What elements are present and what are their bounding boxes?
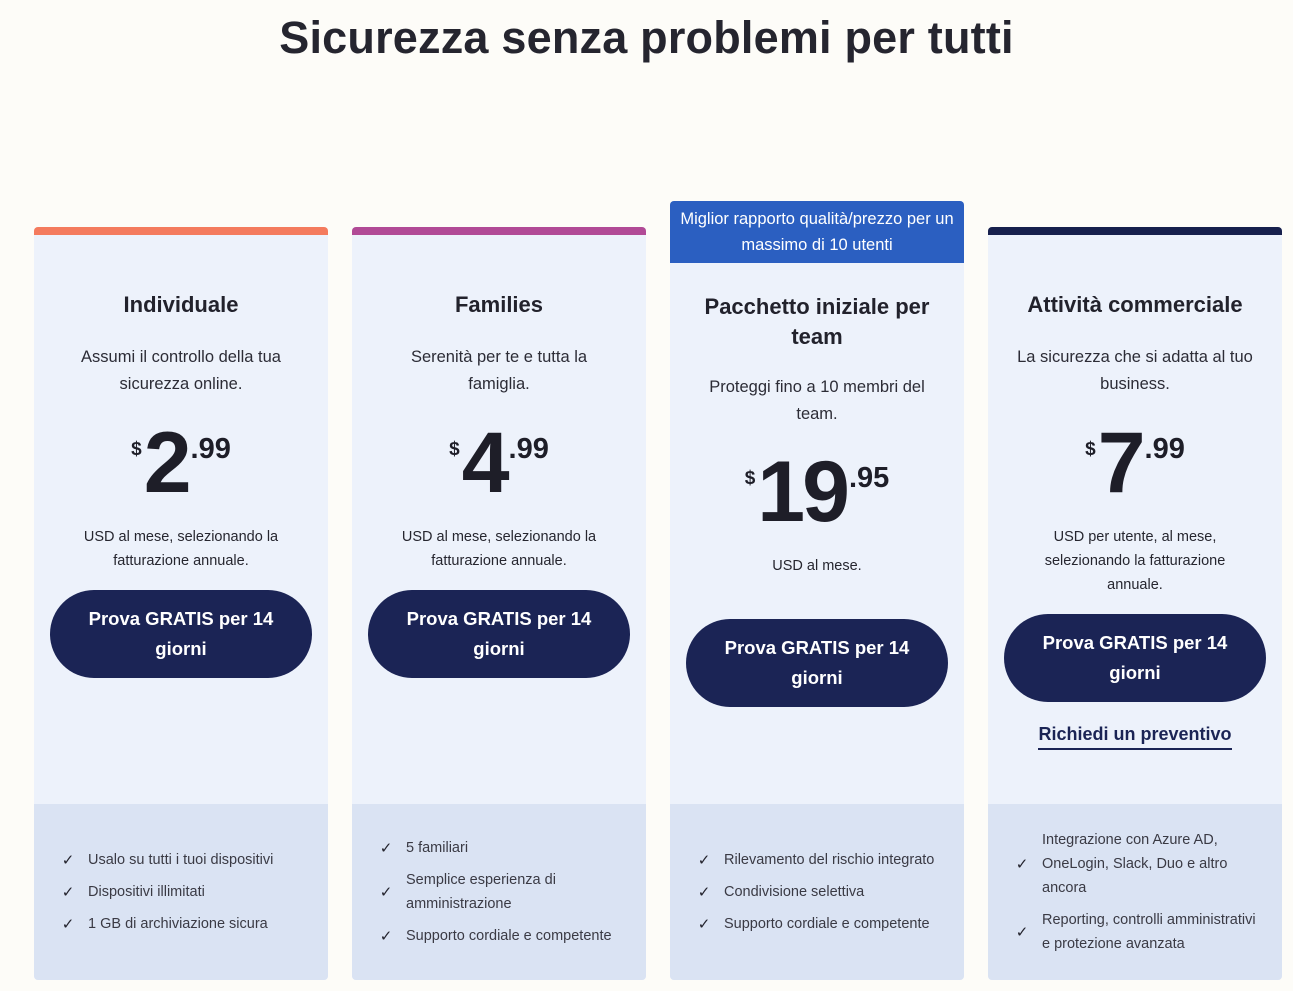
price-cents: .99 xyxy=(1144,433,1185,465)
best-value-banner: Miglior rapporto qualità/prezzo per un massimo di 10 utenti xyxy=(670,201,964,263)
card-accent-bar xyxy=(352,227,646,235)
plan-card-business xyxy=(988,227,1282,980)
feature-text: Semplice esperienza di amministrazione xyxy=(406,872,556,912)
feature-text: Supporto cordiale e competente xyxy=(724,916,930,932)
price-cents: .99 xyxy=(508,433,549,465)
card-accent-bar xyxy=(34,227,328,235)
check-icon: ✓ xyxy=(379,840,393,857)
card-accent-bar xyxy=(988,227,1282,235)
feature-text: 1 GB di archiviazione sicura xyxy=(88,916,268,932)
plan-description: Proteggi fino a 10 membri del team. xyxy=(709,378,925,423)
price-main: 2 xyxy=(143,415,189,511)
list-item xyxy=(378,868,626,916)
feature-text: Integrazione con Azure AD, OneLogin, Slack, Duo e altro ancora xyxy=(1042,832,1228,896)
price-main: 7 xyxy=(1097,415,1143,511)
check-icon: ✓ xyxy=(61,916,75,933)
plan-card-families xyxy=(352,227,646,980)
check-icon: ✓ xyxy=(1015,924,1029,941)
check-icon: ✓ xyxy=(379,884,393,901)
feature-text: Dispositivi illimitati xyxy=(88,884,205,900)
feature-text: Reporting, controlli amministrativi e protezione avanzata xyxy=(1042,912,1256,952)
feature-text: 5 familiari xyxy=(406,840,469,856)
price-currency: $ xyxy=(1085,439,1096,460)
free-trial-button[interactable]: Prova GRATIS per 14 giorni xyxy=(368,590,630,678)
list-item xyxy=(696,880,944,904)
plan-name: Individuale xyxy=(123,292,239,317)
feature-list xyxy=(988,804,1282,980)
check-icon: ✓ xyxy=(697,852,711,869)
page-title: Sicurezza senza problemi per tutti xyxy=(279,12,1014,63)
free-trial-button[interactable]: Prova GRATIS per 14 giorni xyxy=(50,590,312,678)
list-item xyxy=(1014,908,1262,956)
check-icon: ✓ xyxy=(61,852,75,869)
feature-text: Condivisione selettiva xyxy=(724,884,865,900)
plan-card-team xyxy=(670,201,964,980)
free-trial-button[interactable]: Prova GRATIS per 14 giorni xyxy=(1004,614,1266,702)
feature-text: Supporto cordiale e competente xyxy=(406,928,612,944)
plan-card-individuale xyxy=(34,227,328,980)
list-item xyxy=(696,912,944,936)
check-icon: ✓ xyxy=(697,916,711,933)
price-cents: .95 xyxy=(848,462,890,494)
feature-list xyxy=(352,804,646,980)
feature-list xyxy=(34,804,328,980)
list-item xyxy=(60,880,308,904)
plan-name: Pacchetto iniziale per team xyxy=(704,294,930,349)
list-item xyxy=(696,848,944,872)
feature-text: Usalo su tutti i tuoi dispositivi xyxy=(88,852,274,868)
check-icon: ✓ xyxy=(61,884,75,901)
plan-name: Attività commerciale xyxy=(1027,292,1243,317)
plan-price xyxy=(670,444,964,540)
request-quote-link[interactable]: Richiedi un preventivo xyxy=(1038,724,1231,750)
plan-description: Serenità per te e tutta la famiglia. xyxy=(410,348,588,393)
list-item xyxy=(378,836,626,860)
check-icon: ✓ xyxy=(379,928,393,945)
price-main: 4 xyxy=(461,415,507,511)
check-icon: ✓ xyxy=(697,884,711,901)
price-currency: $ xyxy=(449,439,460,460)
plan-price xyxy=(988,415,1282,511)
plan-description: Assumi il controllo della tua sicurezza online. xyxy=(81,348,281,393)
feature-text: Rilevamento del rischio integrato xyxy=(724,852,935,868)
plan-billing: USD per utente, al mese, selezionando la fatturazione annuale. xyxy=(1044,529,1226,593)
price-cents: .99 xyxy=(190,433,231,465)
plan-price xyxy=(352,415,646,511)
plan-billing: USD al mese. xyxy=(772,558,862,574)
price-main: 19 xyxy=(757,444,847,540)
list-item xyxy=(60,912,308,936)
price-currency: $ xyxy=(744,468,756,489)
plan-name: Families xyxy=(454,292,544,317)
plan-billing: USD al mese, selezionando la fatturazione annuale. xyxy=(83,529,279,569)
free-trial-button[interactable]: Prova GRATIS per 14 giorni xyxy=(686,619,948,707)
plan-description: La sicurezza che si adatta al tuo business. xyxy=(1017,348,1253,393)
check-icon: ✓ xyxy=(1015,856,1029,873)
price-currency: $ xyxy=(131,439,142,460)
list-item xyxy=(1014,828,1262,900)
plan-billing: USD al mese, selezionando la fatturazione annuale. xyxy=(401,529,597,569)
list-item xyxy=(378,924,626,948)
feature-list xyxy=(670,804,964,980)
quote-link-wrapper xyxy=(988,724,1282,750)
plan-price xyxy=(34,415,328,511)
list-item xyxy=(60,848,308,872)
